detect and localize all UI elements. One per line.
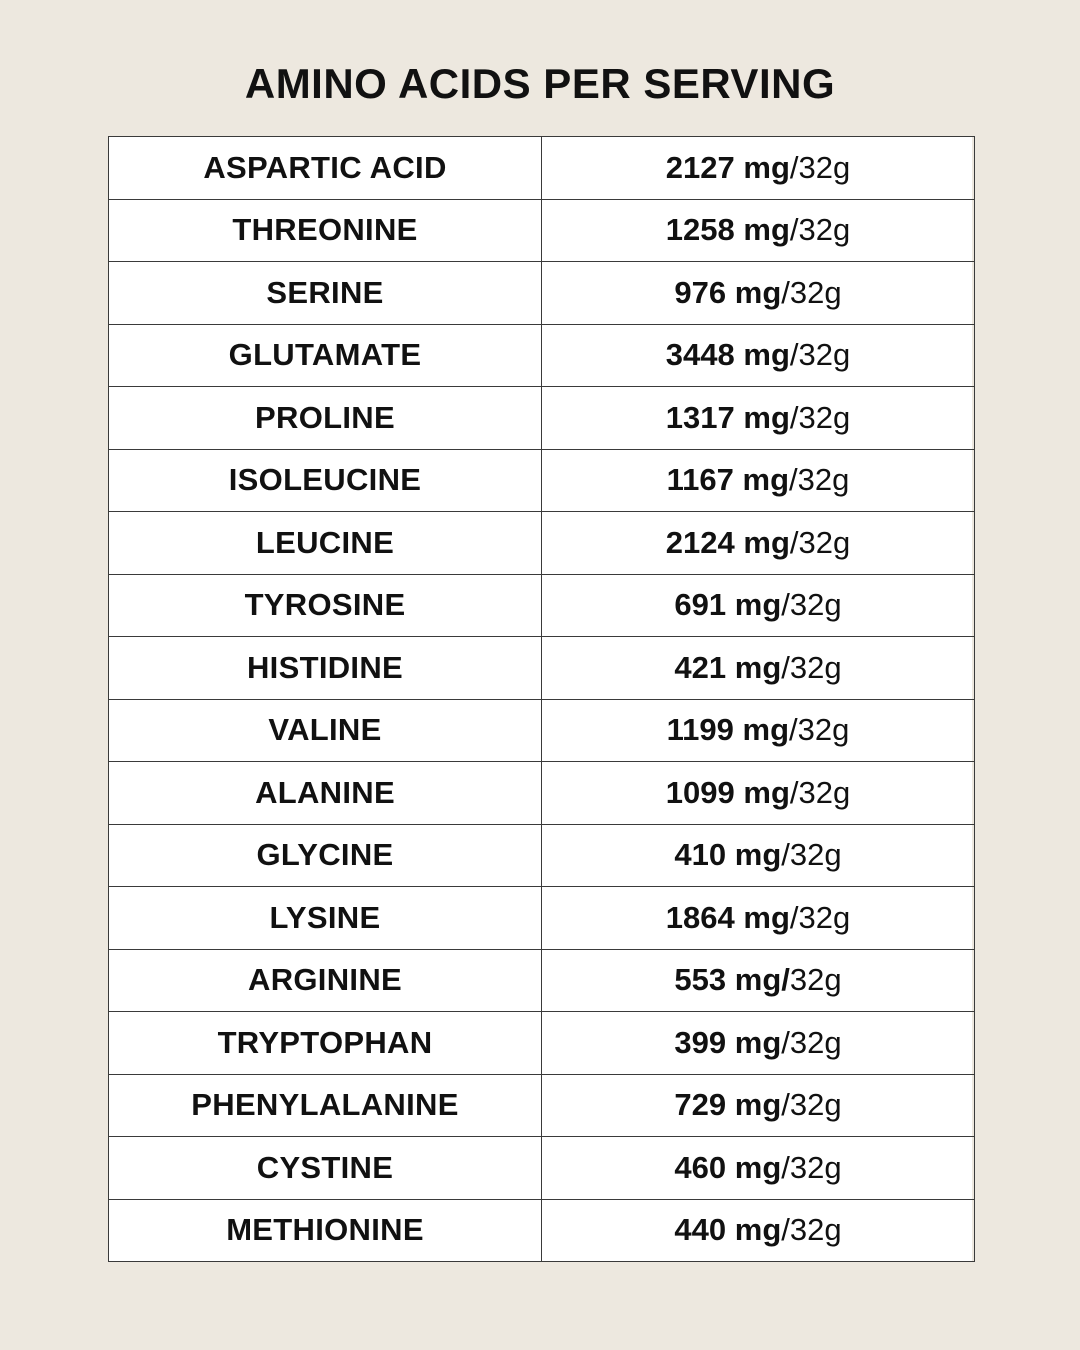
table-row [109, 1012, 975, 1075]
table-row [109, 199, 975, 262]
amino-acid-amount-cell [542, 262, 975, 325]
table-row [109, 1074, 975, 1137]
amount-value: 2124 [665, 524, 735, 560]
amount-value: 2127 [665, 149, 735, 185]
amino-acid-amount-cell [542, 1074, 975, 1137]
amino-acid-amount-cell [542, 449, 975, 512]
amino-acid-name: SERINE [109, 262, 542, 325]
serving-size: /32g [781, 274, 842, 310]
serving-size: 32g [789, 962, 842, 998]
amino-acid-table-body [109, 137, 975, 1262]
amount-value: 553 [674, 962, 727, 998]
amount-unit: mg [743, 524, 790, 560]
amino-acid-name: LYSINE [109, 887, 542, 950]
amount-unit: mg [734, 274, 782, 310]
table-row [109, 887, 975, 950]
amount-value: 976 [674, 274, 727, 310]
amino-acid-amount-cell [542, 824, 975, 887]
amino-acid-name: ARGININE [109, 949, 542, 1012]
serving-size: /32g [789, 337, 851, 373]
amount-value: 1317 [665, 399, 735, 435]
serving-size: /32g [789, 774, 851, 810]
table-row [109, 574, 975, 637]
amount-unit: mg [743, 774, 790, 810]
amino-acid-name: GLYCINE [109, 824, 542, 887]
amino-acid-amount-cell [542, 949, 975, 1012]
serving-size: /32g [781, 1149, 842, 1185]
amount-unit: mg [734, 587, 782, 623]
amount-unit: mg [734, 1087, 782, 1123]
amount-value: 1167 [666, 462, 734, 498]
amount-unit: mg [743, 212, 790, 248]
serving-size: /32g [781, 649, 842, 685]
amino-acid-table-container [108, 136, 972, 1262]
amount-value: 460 [674, 1149, 727, 1185]
amino-acid-name: VALINE [109, 699, 542, 762]
amount-unit: mg [743, 399, 790, 435]
amino-acid-table [108, 136, 975, 1262]
amount-value: 729 [674, 1087, 727, 1123]
amount-unit: mg [734, 1212, 782, 1248]
table-row [109, 1199, 975, 1262]
page-title: AMINO ACIDS PER SERVING [244, 60, 836, 107]
amount-unit: mg [743, 337, 790, 373]
table-row [109, 699, 975, 762]
table-row [109, 137, 975, 200]
amino-acid-name: PHENYLALANINE [109, 1074, 542, 1137]
amino-acid-name: GLUTAMATE [109, 324, 542, 387]
amount-value: 399 [674, 1024, 727, 1060]
amino-acid-amount-cell [542, 637, 975, 700]
amino-acid-name: TYROSINE [109, 574, 542, 637]
serving-size: /32g [781, 837, 842, 873]
amino-acid-name: ALANINE [109, 762, 542, 825]
amino-acid-amount-cell [542, 199, 975, 262]
amount-value: 421 [674, 649, 727, 685]
serving-size: /32g [789, 149, 851, 185]
serving-size: /32g [781, 587, 842, 623]
amino-acid-name: METHIONINE [109, 1199, 542, 1262]
amino-acid-name: TRYPTOPHAN [109, 1012, 542, 1075]
serving-size: /32g [789, 399, 851, 435]
amount-unit: mg [742, 462, 790, 498]
serving-size: /32g [781, 1212, 842, 1248]
amino-acid-amount-cell [542, 512, 975, 575]
amino-acid-amount-cell [542, 137, 975, 200]
table-row [109, 824, 975, 887]
table-row [109, 1137, 975, 1200]
amount-unit: mg [734, 1149, 782, 1185]
amount-value: 1099 [665, 774, 735, 810]
serving-size: /32g [781, 1087, 842, 1123]
amino-acid-amount-cell [542, 887, 975, 950]
amount-value: 440 [674, 1212, 727, 1248]
table-row [109, 324, 975, 387]
table-row [109, 512, 975, 575]
table-row [109, 949, 975, 1012]
amino-acid-name: THREONINE [109, 199, 542, 262]
amount-value: 1199 [666, 712, 734, 748]
amount-unit: mg [743, 149, 790, 185]
table-row [109, 762, 975, 825]
amino-acid-amount-cell [542, 1137, 975, 1200]
serving-size: /32g [789, 899, 851, 935]
amino-acid-name: PROLINE [109, 387, 542, 450]
table-row [109, 262, 975, 325]
serving-size: /32g [789, 524, 851, 560]
serving-size: /32g [789, 212, 851, 248]
amount-unit: mg [734, 649, 782, 685]
amino-acid-name: CYSTINE [109, 1137, 542, 1200]
amount-unit: mg/ [734, 962, 790, 998]
amount-unit: mg [734, 837, 782, 873]
amount-unit: mg [742, 712, 790, 748]
amino-acid-name: ISOLEUCINE [109, 449, 542, 512]
table-row [109, 449, 975, 512]
amino-acid-amount-cell [542, 1012, 975, 1075]
serving-size: /32g [789, 462, 850, 498]
amount-value: 3448 [665, 337, 735, 373]
amount-unit: mg [743, 899, 790, 935]
amino-acid-amount-cell [542, 324, 975, 387]
amino-acid-amount-cell [542, 574, 975, 637]
amino-acid-name: LEUCINE [109, 512, 542, 575]
amino-acid-name: ASPARTIC ACID [109, 137, 542, 200]
amino-acid-amount-cell [542, 762, 975, 825]
serving-size: /32g [781, 1024, 842, 1060]
amount-value: 691 [674, 587, 727, 623]
amount-value: 410 [674, 837, 727, 873]
amount-value: 1258 [665, 212, 735, 248]
amount-value: 1864 [665, 899, 735, 935]
amino-acid-amount-cell [542, 1199, 975, 1262]
amino-acid-name: HISTIDINE [109, 637, 542, 700]
amino-acid-amount-cell [542, 387, 975, 450]
table-row [109, 637, 975, 700]
amino-acid-amount-cell [542, 699, 975, 762]
amount-unit: mg [734, 1024, 782, 1060]
table-row [109, 387, 975, 450]
serving-size: /32g [789, 712, 850, 748]
